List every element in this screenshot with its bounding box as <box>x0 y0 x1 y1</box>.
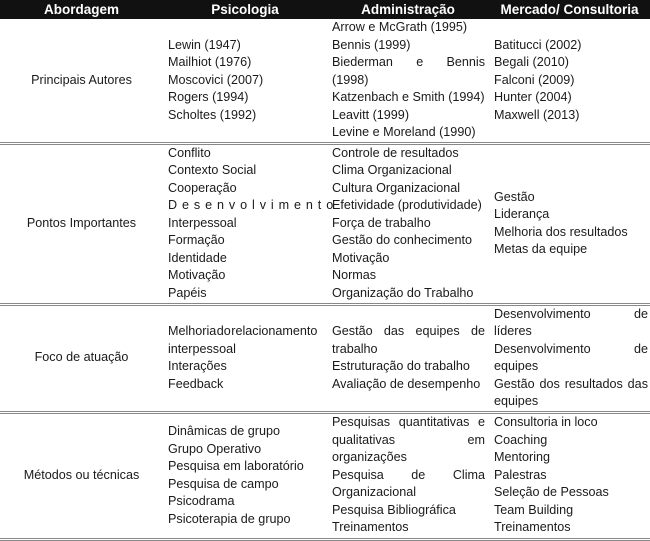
list-item: Pesquisas quantitativas e qualitativas em organizações <box>332 415 485 465</box>
table-row <box>0 143 650 304</box>
list-item: Treinamentos <box>494 520 571 535</box>
list-item: Scholtes (1992) <box>168 107 257 122</box>
cell-mercado <box>489 412 650 539</box>
list-item: Cultura Organizacional <box>332 180 461 195</box>
list-item: Pesquisa Bibliográfica <box>332 502 456 517</box>
list-item: Organização do Trabalho <box>332 285 474 300</box>
list-item: Mentoring <box>494 450 551 465</box>
list-item: Biederman e Bennis (1998) <box>332 55 485 87</box>
list-item: Treinamentos <box>332 520 409 535</box>
list-item: Team Building <box>494 502 574 517</box>
list-item: Seleção de Pessoas <box>494 485 609 500</box>
list-item: Força de trabalho <box>332 215 431 230</box>
cell-psicologia <box>163 19 327 143</box>
cell-mercado <box>489 143 650 304</box>
list-item: Pesquisa de campo <box>168 476 279 491</box>
list-item: Normas <box>332 268 377 283</box>
list-item: Gestão dos resultados das equipes <box>494 376 648 408</box>
list-item: Gestão das equipes de trabalho <box>332 324 485 356</box>
list-item: Rogers (1994) <box>168 90 249 104</box>
list-item: Liderança <box>494 207 550 221</box>
list-item: Motivação <box>332 250 390 265</box>
row-label: Foco de atuação <box>34 350 129 365</box>
list-item: Pesquisa de Clima Organizacional <box>332 467 485 500</box>
list-item: Gestão <box>494 189 535 204</box>
cell-mercado <box>489 19 650 143</box>
list-item: Desenvolvimento <box>168 198 339 213</box>
list-item: Identidade <box>168 250 227 265</box>
list-item: Contexto Social <box>168 163 257 178</box>
list-item: Coaching <box>494 432 548 447</box>
cell-administracao <box>327 304 489 412</box>
list-item: Interpessoal <box>168 215 237 230</box>
list-item: Efetividade (produtividade) <box>332 198 482 213</box>
header-psicologia: Psicologia <box>163 0 327 19</box>
list-item: Psicoterapia de grupo <box>168 511 291 526</box>
table-row <box>0 19 650 143</box>
table-row <box>0 304 650 412</box>
list-item: Motivação <box>168 268 226 283</box>
list-item: Controle de resultados <box>332 145 459 160</box>
list-item: Papéis <box>168 285 207 300</box>
list-item: Batitucci (2002) <box>494 37 582 52</box>
list-item: Formação <box>168 233 225 248</box>
list-item: Melhoria dos resultados <box>494 224 628 239</box>
list-item: Pesquisa em laboratório <box>168 459 304 473</box>
list-item: Hunter (2004) <box>494 90 572 104</box>
list-item: Feedback <box>168 376 224 391</box>
list-item: Desenvolvimento de equipes <box>494 341 648 373</box>
row-label: Principais Autores <box>31 72 132 87</box>
list-item: Dinâmicas de grupo <box>168 424 281 438</box>
cell-psicologia <box>163 304 327 412</box>
list-item: Clima Organizacional <box>332 163 452 178</box>
list-item: Leavitt (1999) <box>332 107 410 122</box>
header-administracao: Administração <box>327 0 489 19</box>
list-item: Gestão do conhecimento <box>332 233 473 248</box>
row-label: Pontos Importantes <box>26 215 137 230</box>
list-item: Metas da equipe <box>494 242 588 256</box>
list-item: Levine e Moreland (1990) <box>332 125 476 139</box>
cell-administracao <box>327 19 489 143</box>
cell-psicologia <box>163 143 339 304</box>
list-item: Begali (2010) <box>494 55 569 69</box>
cell-mercado <box>489 304 650 412</box>
list-item: Melhoria do relacionamento interpessoal <box>168 324 318 356</box>
list-item: Maxwell (2013) <box>494 107 580 122</box>
list-item: Grupo Operativo <box>168 441 262 456</box>
list-item: Avaliação de desempenho <box>332 376 481 391</box>
list-item: Conflito <box>168 145 211 160</box>
list-item: Psicodrama <box>168 494 235 508</box>
cell-administracao <box>327 143 489 304</box>
table-row <box>0 412 650 539</box>
list-item: Cooperação <box>168 180 237 195</box>
list-item: Arrow e McGrath (1995) <box>332 20 468 34</box>
row-label: Métodos ou técnicas <box>23 467 140 482</box>
header-abordagem: Abordagem <box>0 0 163 19</box>
list-item: Consultoria in loco <box>494 415 598 430</box>
list-item: Lewin (1947) <box>168 37 241 52</box>
list-item: Mailhiot (1976) <box>168 55 252 69</box>
list-item: Desenvolvimento de líderes <box>494 306 648 338</box>
header-mercado: Mercado/ Consultoria <box>489 0 650 19</box>
list-item: Falconi (2009) <box>494 72 575 87</box>
list-item: Interações <box>168 359 227 373</box>
header-row <box>0 0 650 19</box>
list-item: Moscovici (2007) <box>168 72 264 87</box>
list-item: Estruturação do trabalho <box>332 359 470 373</box>
list-item: Katzenbach e Smith (1994) <box>332 90 485 104</box>
cell-administracao <box>327 412 489 539</box>
list-item: Palestras <box>494 467 547 482</box>
cell-psicologia <box>163 412 327 539</box>
list-item: Bennis (1999) <box>332 37 411 52</box>
